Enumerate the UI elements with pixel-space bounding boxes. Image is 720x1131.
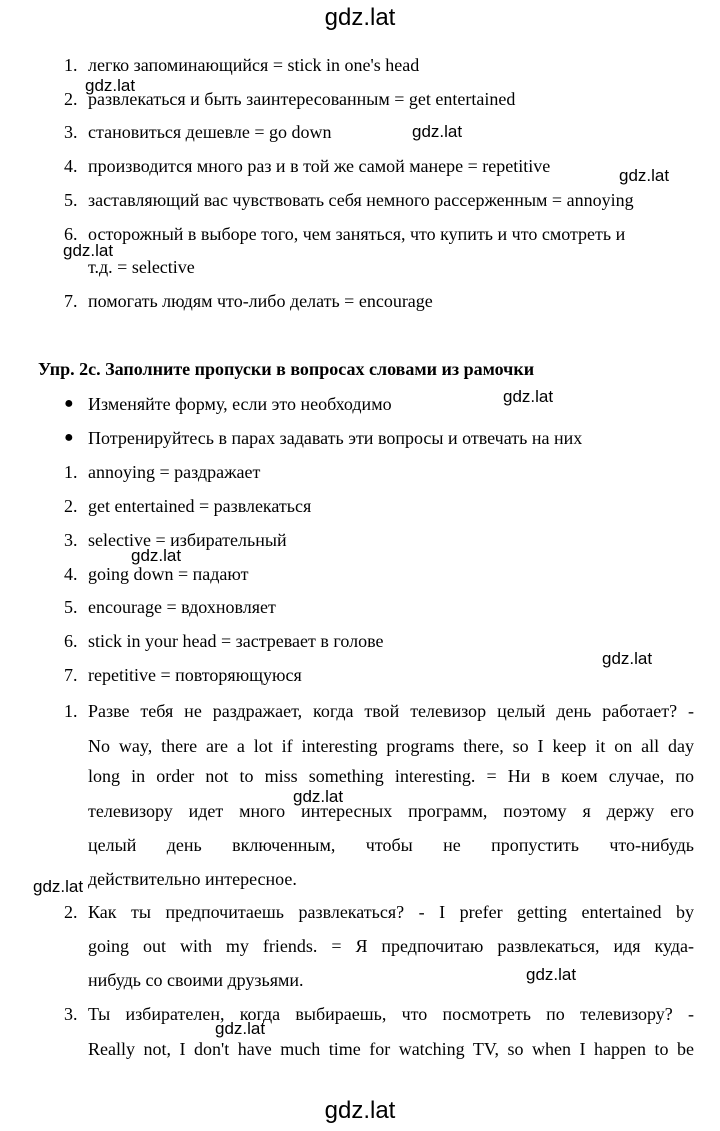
item-text: selective = избирательный (88, 530, 287, 550)
qa-line: long in order not to miss something interesting. = Ни в коем случае, по (88, 766, 694, 786)
item-number: 3. (64, 122, 78, 142)
item-text: становиться дешевле = go down (88, 122, 332, 142)
watermark: gdz.lat (503, 387, 554, 406)
item-text: осторожный в выборе того, чем заняться, что купить и что смотреть и (88, 224, 626, 244)
qa-line: целый день включенным, чтобы не пропустить что-нибудь (88, 835, 694, 855)
bullet-dot: ● (64, 429, 74, 446)
watermark: gdz.lat (293, 787, 344, 806)
item-text: repetitive = повторяющуюся (88, 665, 302, 685)
exercise-heading: Упр. 2с. Заполните пропуски в вопросах словами из рамочки (38, 359, 535, 379)
site-title-top[interactable]: gdz.lat (324, 4, 396, 31)
item-number: 7. (64, 665, 78, 685)
qa-line: действительно интересное. (88, 869, 297, 889)
watermark: gdz.lat (63, 241, 114, 260)
item-text: annoying = раздражает (88, 462, 261, 482)
item-text: get entertained = развлекаться (88, 496, 312, 516)
qa-line: нибудь со своими друзьями. (88, 970, 304, 990)
bullet-text: Потренируйтесь в парах задавать эти вопросы и отвечать на них (88, 428, 583, 448)
item-number: 3. (64, 1004, 78, 1024)
qa-line: Ты избирателен, когда выбираешь, что посмотреть по телевизору? - (88, 1004, 694, 1024)
item-text: заставляющий вас чувствовать себя немного рассерженным = annoying (88, 190, 634, 210)
item-number: 2. (64, 496, 78, 516)
item-number: 1. (64, 701, 78, 721)
item-number: 6. (64, 631, 78, 651)
qa-line: Как ты предпочитаешь развлекаться? - I prefer getting entertained by (88, 902, 694, 922)
item-number: 2. (64, 902, 78, 922)
bullet-text: Изменяйте форму, если это необходимо (88, 394, 392, 414)
qa-line: No way, there are a lot if interesting programs there, so I keep it on all day (88, 736, 694, 756)
item-number: 7. (64, 291, 78, 311)
watermark: gdz.lat (131, 546, 182, 565)
site-title-bottom[interactable]: gdz.lat (324, 1097, 396, 1124)
item-text: развлекаться и быть заинтересованным = get entertained (88, 89, 516, 109)
watermark: gdz.lat (619, 166, 670, 185)
item-text: stick in your head = застревает в голове (88, 631, 384, 651)
qa-line: Разве тебя не раздражает, когда твой телевизор целый день работает? - (88, 701, 694, 721)
item-text: помогать людям что-либо делать = encourage (88, 291, 433, 311)
bullet-dot: ● (64, 395, 74, 412)
item-number: 3. (64, 530, 78, 550)
item-text: going down = падают (88, 564, 249, 584)
item-number: 6. (64, 224, 78, 244)
item-text: т.д. = selective (88, 257, 195, 277)
item-number: 1. (64, 55, 78, 75)
qa-line: телевизору идет много интересных программ, поэтому я держу его (88, 801, 694, 821)
item-number: 2. (64, 89, 78, 109)
watermark: gdz.lat (85, 76, 136, 95)
watermark: gdz.lat (215, 1019, 266, 1038)
item-number: 5. (64, 597, 78, 617)
qa-line: going out with my friends. = Я предпочитаю развлекаться, идя куда- (88, 936, 694, 956)
watermark: gdz.lat (33, 877, 84, 896)
item-number: 1. (64, 462, 78, 482)
item-text: производится много раз и в той же самой манере = repetitive (88, 156, 551, 176)
qa-line: Really not, I don't have much time for watching TV, so when I happen to be (88, 1039, 694, 1059)
item-text: легко запоминающийся = stick in one's head (88, 55, 420, 75)
watermark: gdz.lat (412, 122, 463, 141)
item-text: encourage = вдохновляет (88, 597, 276, 617)
item-number: 4. (64, 564, 78, 584)
watermark: gdz.lat (526, 965, 577, 984)
watermark: gdz.lat (602, 649, 653, 668)
item-number: 5. (64, 190, 78, 210)
item-number: 4. (64, 156, 78, 176)
